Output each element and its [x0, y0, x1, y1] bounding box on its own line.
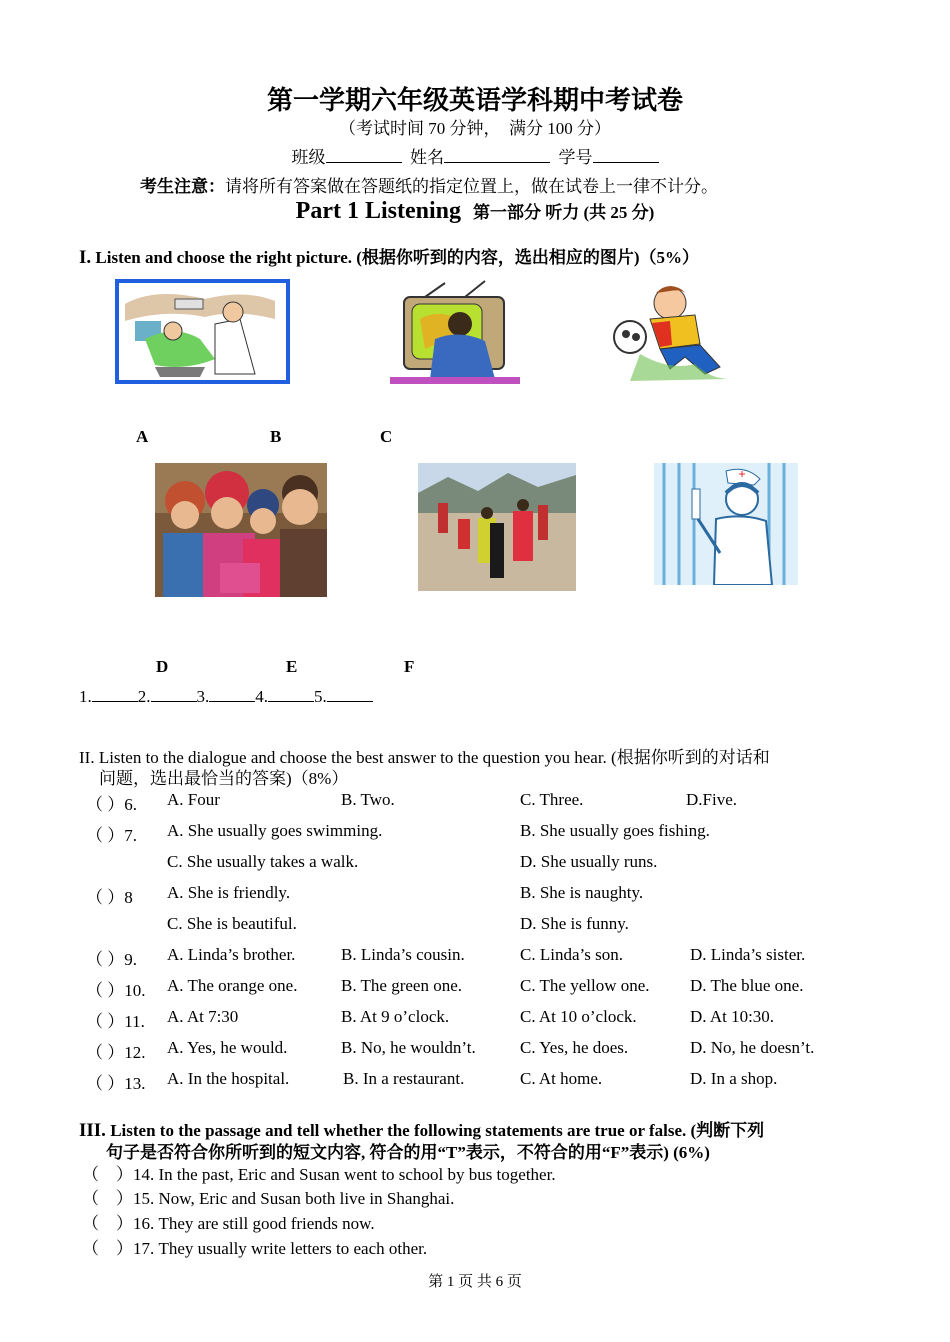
option: C. She usually takes a walk.	[167, 852, 359, 871]
option: A. In the hospital.	[167, 1069, 290, 1088]
question-number[interactable]: （ ）8	[86, 888, 133, 907]
part1-subtitle: 第一部分 听力 (共 25 分)	[473, 203, 655, 222]
option: B. She usually goes fishing.	[520, 821, 710, 840]
answer-label: 2.	[137, 687, 151, 706]
answer-label: 5.	[314, 687, 327, 706]
answer-blank[interactable]	[327, 687, 373, 702]
option: C. She is beautiful.	[167, 914, 297, 933]
option: B. The green one.	[341, 976, 463, 995]
picture-a-dentist	[115, 279, 290, 384]
answer-blank[interactable]	[92, 687, 138, 702]
notice-text: 请将所有答案做在答题纸的指定位置上，做在试卷上一律不计分。	[225, 177, 718, 196]
option: D. She usually runs.	[520, 852, 658, 871]
option: D. In a shop.	[690, 1069, 778, 1088]
answer-blank[interactable]	[151, 687, 197, 702]
name-blank[interactable]	[444, 146, 550, 163]
question-number[interactable]: （ ）6.	[86, 795, 137, 814]
picture-e-cleanup	[418, 463, 576, 591]
statement[interactable]: （ ）15. Now, Eric and Susan both live in Shanghai.	[82, 1189, 455, 1208]
answer-blank[interactable]	[268, 687, 314, 702]
option: A. The orange one.	[167, 976, 298, 995]
section1-heading	[79, 243, 699, 269]
option: A. Yes, he would.	[167, 1038, 288, 1057]
notice-label: 考生注意：	[140, 177, 225, 196]
section1-instruction: Listen and choose the right picture. (根据你听到的内容，选出相应的图片)（5%）	[95, 248, 700, 267]
exam-subtitle: （考试时间 70 分钟， 满分 100 分）	[339, 119, 611, 138]
statement[interactable]: （ ）16. They are still good friends now.	[82, 1214, 375, 1233]
id-label: 学号	[558, 148, 593, 167]
class-blank[interactable]	[326, 146, 402, 163]
option: A. Linda’s brother.	[167, 945, 296, 964]
option: D. She is funny.	[520, 914, 629, 933]
question-number[interactable]: （ ）9.	[86, 950, 137, 969]
option: A. Four	[167, 790, 220, 809]
section2-instruction-line2: 问题，选出最恰当的答案)（8%）	[99, 769, 349, 788]
question-number[interactable]: （ ）7.	[86, 826, 137, 845]
option: C. Three.	[520, 790, 584, 809]
picture-f-nurse	[654, 463, 798, 585]
option: D. No, he doesn’t.	[690, 1038, 815, 1057]
letter-e: E	[286, 657, 298, 676]
class-label: 班级	[291, 148, 326, 167]
option: A. She usually goes swimming.	[167, 821, 383, 840]
statement[interactable]: （ ）17. They usually write letters to each other.	[82, 1239, 428, 1258]
question-number[interactable]: （ ）13.	[86, 1074, 146, 1093]
option: C. Linda’s son.	[520, 945, 623, 964]
statement[interactable]: （ ）14. In the past, Eric and Susan went to school by bus together.	[82, 1165, 556, 1184]
option: B. No, he wouldn’t.	[341, 1038, 476, 1057]
question-number[interactable]: （ ）10.	[86, 981, 146, 1000]
picture-d-family	[155, 463, 327, 597]
option: D. The blue one.	[690, 976, 804, 995]
option: B. Linda’s cousin.	[341, 945, 465, 964]
picture-c-football	[600, 279, 735, 384]
question-number[interactable]: （ ）11.	[86, 1012, 145, 1031]
answer-label: 1.	[79, 687, 92, 706]
name-label: 姓名	[410, 148, 444, 167]
section3-number: III.	[79, 1120, 106, 1141]
answer-label: 4.	[255, 687, 268, 706]
answer-blank[interactable]	[209, 687, 255, 702]
part1-heading	[0, 198, 950, 225]
option: A. She is friendly.	[167, 883, 291, 902]
id-blank[interactable]	[593, 146, 659, 163]
section1-answer-line	[79, 687, 373, 707]
option: D. At 10:30.	[690, 1007, 775, 1026]
answer-label: 3.	[196, 687, 210, 706]
letter-d: D	[156, 657, 169, 676]
option: B. In a restaurant.	[343, 1069, 465, 1088]
option: B. Two.	[341, 790, 395, 809]
exam-notice	[140, 172, 718, 197]
section3-instruction-line2: 句子是否符合你所听到的短文内容, 符合的用“T”表示，不符合的用“F”表示) (6%)	[106, 1143, 710, 1162]
letter-b: B	[270, 427, 282, 446]
option: C. Yes, he does.	[520, 1038, 629, 1057]
option: D. Linda’s sister.	[690, 945, 806, 964]
option: B. She is naughty.	[520, 883, 644, 902]
option: C. At home.	[520, 1069, 603, 1088]
letter-f: F	[404, 657, 415, 676]
section3-instruction: Listen to the passage and tell whether the following statements are true or false. (判断下列	[110, 1121, 765, 1140]
option: B. At 9 o’clock.	[341, 1007, 450, 1026]
part1-title: Part 1 Listening	[295, 198, 461, 224]
section2-instruction-line1: II. Listen to the dialogue and choose the best answer to the question you hear. (根据你听到的对话和	[79, 748, 770, 767]
exam-title: 第一学期六年级英语学科期中考试卷	[266, 86, 683, 115]
question-number[interactable]: （ ）12.	[86, 1043, 146, 1062]
option: A. At 7:30	[167, 1007, 239, 1026]
option: D.Five.	[686, 790, 737, 809]
page-number: 第 1 页 共 6 页	[428, 1274, 522, 1290]
letter-c: C	[380, 427, 393, 446]
student-info-line	[0, 143, 950, 168]
letter-a: A	[136, 427, 149, 446]
picture-b-tv	[390, 279, 520, 384]
option: C. The yellow one.	[520, 976, 650, 995]
option: C. At 10 o’clock.	[520, 1007, 637, 1026]
section1-number: I.	[79, 247, 92, 268]
